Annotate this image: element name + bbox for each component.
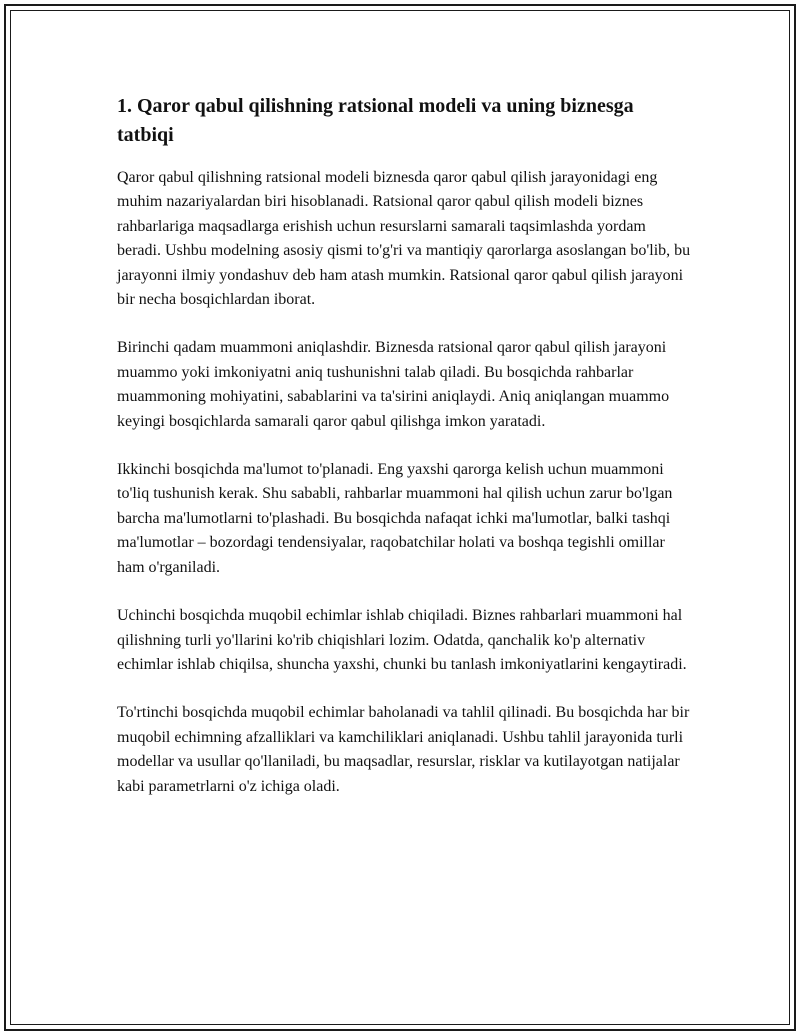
paragraph-step-2: Ikkinchi bosqichda ma'lumot to'planadi. Eng yaxshi qarorga kelish uchun muammoni to'liq tushunish kerak. Shu sababli, rahbarlar muammoni hal qilish uchun zarur bo'lgan barcha ma'lumotlarni to'plashadi. Bu bosqichda nafaqat ichki ma'lumotlar, balki tashqi ma'lumotlar – bozordagi tendensiyalar, raqobatchilar holati va boshqa tegishli omillar ham o'rganiladi. bbox=[117, 461, 673, 576]
document-body bbox=[117, 92, 692, 823]
paragraph-step-4: To'rtinchi bosqichda muqobil echimlar baholanadi va tahlil qilinadi. Bu bosqichda har bir muqobil echimning afzalliklari va kamchiliklari aniqlanadi. Ushbu tahlil jarayonida turli modellar va usullar qo'llaniladi, bu maqsadlar, resurslar, risklar va kutilayotgan natijalar kabi parametrlarni o'z ichiga oladi. bbox=[117, 704, 690, 795]
paragraph-intro: Qaror qabul qilishning ratsional modeli biznesda qaror qabul qilish jarayonidagi eng muhim nazariyalardan biri hisoblanadi. Ratsional qaror qabul qilish modeli biznes rahbarlariga maqsadlarga erishish uchun resurslarni samarali taqsimlashda yordam beradi. Ushbu modelning asosiy qismi to'g'ri va mantiqiy qarorlarga asoslangan bo'lib, bu jarayonni ilmiy yondashuv deb ham atash mumkin. Ratsional qaror qabul qilish jarayoni bir necha bosqichlardan iborat. bbox=[117, 169, 691, 309]
section-heading: 1. Qaror qabul qilishning ratsional modeli va uning biznesga tatbiqi bbox=[117, 95, 634, 146]
paragraph-step-3: Uchinchi bosqichda muqobil echimlar ishlab chiqiladi. Biznes rahbarlari muammoni hal qilishning turli yo'llarini ko'rib chiqishlari lozim. Odatda, qanchalik ko'p alternativ echimlar ishlab chiqilsa, shuncha yaxshi, chunki bu tanlash imkoniyatlarini kengaytiradi. bbox=[117, 607, 687, 673]
paragraph-step-1: Birinchi qadam muammoni aniqlashdir. Biznesda ratsional qaror qabul qilish jarayoni muammo yoki imkoniyatni aniq tushunishni talab qiladi. Bu bosqichda rahbarlar muammoning mohiyatini, sabablarini va ta'sirini aniqlaydi. Aniq aniqlangan muammo keyingi bosqichlarda samarali qaror qabul qilishga imkon yaratadi. bbox=[117, 339, 670, 430]
